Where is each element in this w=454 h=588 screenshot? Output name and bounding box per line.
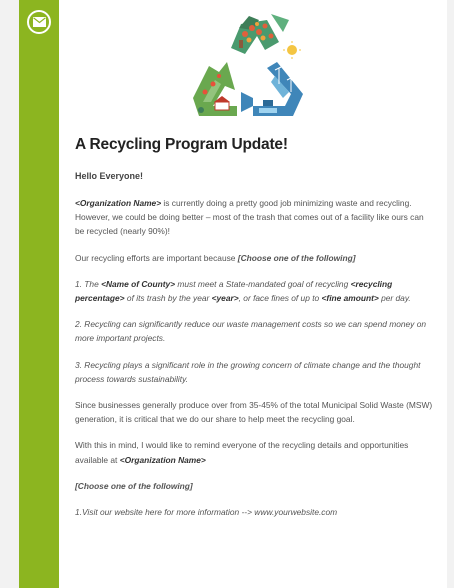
greeting: Hello Everyone! bbox=[75, 171, 144, 181]
option-1-a: 1. The bbox=[75, 278, 102, 289]
percentage-placeholder: <recycling percentage> bbox=[75, 278, 393, 304]
website-item[interactable]: 1.Visit our website here for more information --> www.yourwebsite.com bbox=[75, 507, 338, 518]
option-3: 3. Recycling plays a significant role in the growing concern of climate change and the thought process towards sustainability. bbox=[75, 359, 421, 384]
email-title: A Recycling Program Update! bbox=[75, 136, 288, 153]
intro-paragraph bbox=[75, 196, 435, 239]
option-1 bbox=[75, 277, 435, 305]
choose-note-2: [Choose one of the following] bbox=[75, 480, 193, 491]
email-body bbox=[75, 136, 435, 531]
option-1-d: , or face fines of up to bbox=[238, 293, 322, 304]
sidebar bbox=[19, 0, 59, 588]
email-page bbox=[59, 0, 447, 588]
option-1-b: must meet a State-mandated goal of recycling bbox=[175, 278, 351, 289]
recycling-illustration bbox=[179, 6, 319, 124]
option-2: 2. Recycling can significantly reduce our waste management costs so we can spend money on more important projects. bbox=[75, 319, 427, 344]
org-placeholder-2: <Organization Name> bbox=[119, 454, 206, 465]
org-placeholder: <Organization Name> bbox=[75, 198, 162, 208]
option-1-e: per day. bbox=[378, 293, 411, 304]
year-placeholder: <year> bbox=[211, 293, 239, 304]
importance-paragraph bbox=[75, 251, 435, 265]
reminder-text: With this in mind, I would like to remind everyone of the recycling details and opportunities available at bbox=[75, 440, 409, 465]
county-placeholder: <Name of County> bbox=[101, 278, 176, 289]
intro-text: is currently doing a pretty good job minimizing waste and recycling. However, we could be doing better – most of the trash that comes out of a facility like ours can be recycled (nearly 90%)! bbox=[75, 198, 424, 237]
envelope-icon[interactable] bbox=[27, 10, 51, 34]
msw-paragraph: Since businesses generally produce over from 35-45% of the total Municipal Solid Waste (MSW) generation, it is critical that we do our share to help meet the recycling goal. bbox=[75, 400, 433, 425]
fine-placeholder: <fine amount> bbox=[321, 293, 379, 304]
importance-text: Our recycling efforts are important because bbox=[75, 252, 238, 263]
option-1-c: of its trash by the year bbox=[124, 293, 212, 304]
choose-note: [Choose one of the following] bbox=[237, 252, 356, 263]
reminder-paragraph bbox=[75, 438, 435, 466]
